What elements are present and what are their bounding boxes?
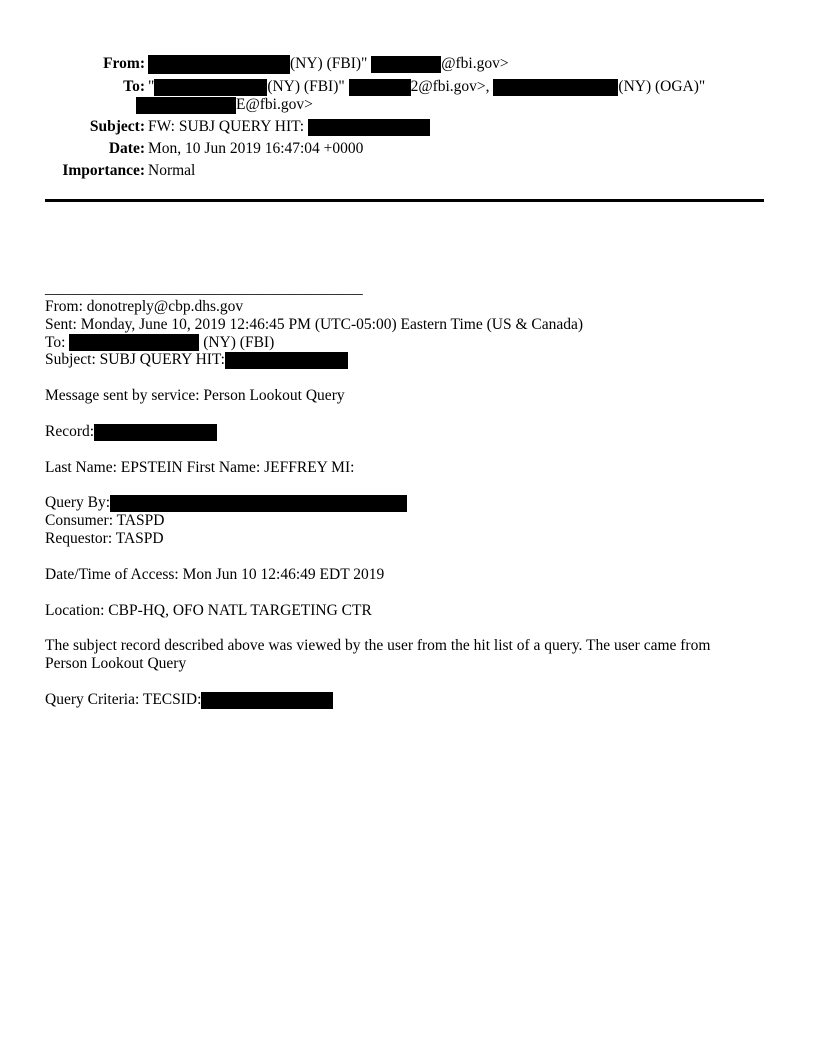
text-segment: To: — [45, 333, 70, 351]
redaction-bar — [225, 352, 348, 369]
header-field-label: Importance: — [62, 162, 145, 179]
text-segment: 2@fbi.gov>, — [410, 78, 494, 95]
header-row — [45, 162, 757, 180]
text-segment: (NY) (OGA)" — [618, 78, 706, 95]
header-field-label — [45, 96, 145, 114]
redaction-bar — [308, 119, 430, 136]
header-field-label: From: — [103, 55, 145, 72]
body-line — [45, 351, 768, 369]
body-line — [45, 316, 768, 334]
body-line — [45, 334, 768, 352]
header-field-value — [148, 55, 757, 74]
body-blank-line — [45, 405, 768, 423]
body-blank-line — [45, 619, 768, 637]
header-row — [45, 55, 757, 74]
body-line — [45, 655, 768, 673]
body-blank-line — [45, 548, 768, 566]
body-line — [45, 566, 768, 584]
separator-rule — [45, 199, 764, 202]
body-line — [45, 387, 768, 405]
header-field-value — [148, 96, 757, 114]
header-field-value — [148, 162, 757, 180]
text-segment: Subject: SUBJ QUERY HIT: — [45, 351, 225, 369]
header-field-value — [148, 78, 757, 96]
header-row — [45, 118, 757, 136]
text-segment: Query Criteria: TECSID: — [45, 690, 202, 708]
text-segment: (NY) (FBI)" — [290, 55, 372, 73]
redaction-bar — [493, 79, 618, 96]
text-segment: Consumer: TASPD — [45, 512, 165, 530]
body-blank-line — [45, 441, 768, 459]
header-field-value — [148, 118, 757, 136]
text-segment: Last Name: EPSTEIN First Name: JEFFREY MI: — [45, 458, 355, 476]
header-field-label: To: — [123, 78, 145, 95]
header-field-label: Subject: — [89, 118, 145, 135]
email-body — [45, 280, 768, 709]
body-line — [45, 298, 768, 316]
text-segment: From: donotreply@cbp.dhs.gov — [45, 297, 244, 315]
body-line — [45, 423, 768, 441]
text-segment: _________________________________________ — [45, 280, 363, 297]
text-segment: Person Lookout Query — [45, 655, 187, 673]
body-line — [45, 602, 768, 620]
text-segment: Message sent by service: Person Lookout Query — [45, 387, 345, 405]
body-blank-line — [45, 369, 768, 387]
body-blank-line — [45, 477, 768, 495]
header-row-continuation — [45, 96, 757, 114]
header-field-label: Date: — [108, 140, 145, 157]
text-segment: (NY) (FBI) — [199, 333, 275, 351]
body-line — [45, 691, 768, 709]
redaction-bar — [154, 79, 267, 96]
text-segment: Date/Time of Access: Mon Jun 10 12:46:49 EDT 2019 — [45, 565, 385, 583]
text-segment: Record: — [45, 422, 95, 440]
redaction-bar — [110, 495, 407, 512]
redaction-bar — [201, 692, 333, 709]
body-line — [45, 494, 768, 512]
text-segment: (NY) (FBI)" — [267, 78, 349, 95]
text-segment: Query By: — [45, 494, 111, 512]
body-blank-line — [45, 673, 768, 691]
email-header — [45, 55, 757, 184]
text-segment: @fbi.gov> — [441, 55, 509, 73]
body-line — [45, 637, 768, 655]
body-blank-line — [45, 584, 768, 602]
text-segment: Location: CBP-HQ, OFO NATL TARGETING CTR — [45, 601, 372, 619]
redaction-bar — [148, 55, 290, 74]
body-line — [45, 459, 768, 477]
text-segment: Normal — [148, 162, 196, 179]
text-segment: E@fbi.gov> — [236, 96, 313, 113]
header-row — [45, 78, 757, 96]
text-segment: FW: SUBJ QUERY HIT: — [148, 118, 308, 135]
text-segment: Requestor: TASPD — [45, 530, 164, 548]
redaction-bar — [349, 79, 411, 96]
text-segment: Sent: Monday, June 10, 2019 12:46:45 PM (UTC-05:00) Eastern Time (US & Canada) — [45, 315, 584, 333]
body-line — [45, 530, 768, 548]
header-field-value — [148, 140, 757, 158]
redaction-bar — [371, 56, 441, 73]
redaction-bar — [94, 424, 217, 441]
body-line — [45, 280, 768, 298]
redaction-bar — [136, 97, 236, 114]
redaction-bar — [69, 334, 199, 351]
text-segment: The subject record described above was viewed by the user from the hit list of a query. The user came from — [45, 637, 711, 655]
text-segment: Mon, 10 Jun 2019 16:47:04 +0000 — [148, 140, 364, 157]
body-line — [45, 512, 768, 530]
text-segment: " — [148, 78, 155, 95]
header-row — [45, 140, 757, 158]
